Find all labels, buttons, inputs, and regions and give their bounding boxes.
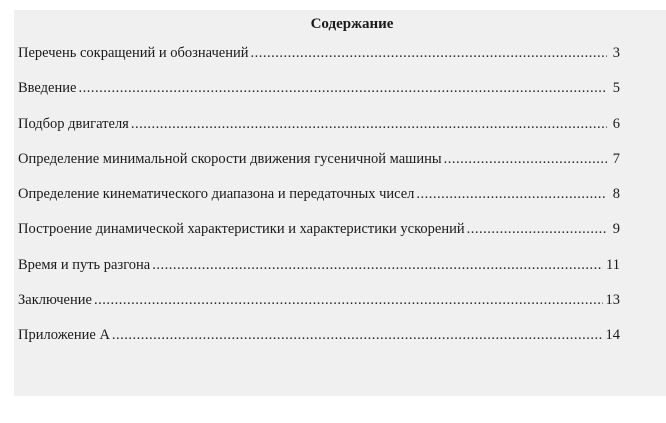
- toc-entry: [18, 326, 620, 344]
- toc-entry: [18, 79, 620, 97]
- document-page: [14, 10, 666, 396]
- toc-page-number: 3: [612, 45, 620, 61]
- toc-entry-text: Заключение: [18, 292, 92, 309]
- toc-entry-text: Подбор двигателя: [18, 115, 129, 132]
- toc-entry-text: Время и путь разгона: [18, 256, 151, 273]
- toc-entry: [18, 185, 620, 203]
- toc-page-number: 9: [612, 221, 620, 238]
- toc-title: Содержание: [310, 16, 394, 32]
- toc-entry: [18, 150, 620, 168]
- toc-dot-leader: [78, 79, 607, 97]
- toc-entry: [18, 44, 620, 62]
- toc-dot-leader: [94, 291, 603, 309]
- toc-page-number: 13: [605, 292, 620, 309]
- toc-entry-text: Определение кинематического диапазона и передаточных чисел: [18, 186, 415, 203]
- toc-dot-leader: [251, 44, 608, 62]
- toc-page-number: 8: [612, 186, 620, 203]
- toc-entry: [18, 115, 620, 133]
- toc-entry: [18, 256, 620, 274]
- toc-page-number: 7: [612, 150, 620, 167]
- toc-page-number: 14: [605, 327, 620, 344]
- table-of-contents: [18, 44, 620, 362]
- toc-dot-leader: [131, 115, 607, 133]
- toc-dot-leader: [444, 150, 607, 168]
- toc-dot-leader: [152, 256, 603, 274]
- toc-entry-text: Перечень сокращений и обозначений: [18, 45, 249, 61]
- toc-dot-leader: [416, 185, 607, 203]
- toc-page-number: 6: [612, 115, 620, 132]
- toc-entry-text: Построение динамической характеристики и характеристики ускорений: [18, 221, 465, 238]
- toc-page-number: 5: [612, 80, 620, 97]
- toc-entry-text: Определение минимальной скорости движения гусеничной машины: [18, 150, 442, 167]
- toc-entry-text: Введение: [18, 80, 77, 97]
- toc-entry: [18, 291, 620, 309]
- toc-dot-leader: [467, 220, 607, 238]
- toc-dot-leader: [112, 326, 603, 344]
- toc-page-number: 11: [606, 256, 620, 273]
- toc-entry: [18, 220, 620, 238]
- toc-entry-text: Приложение А: [18, 327, 110, 344]
